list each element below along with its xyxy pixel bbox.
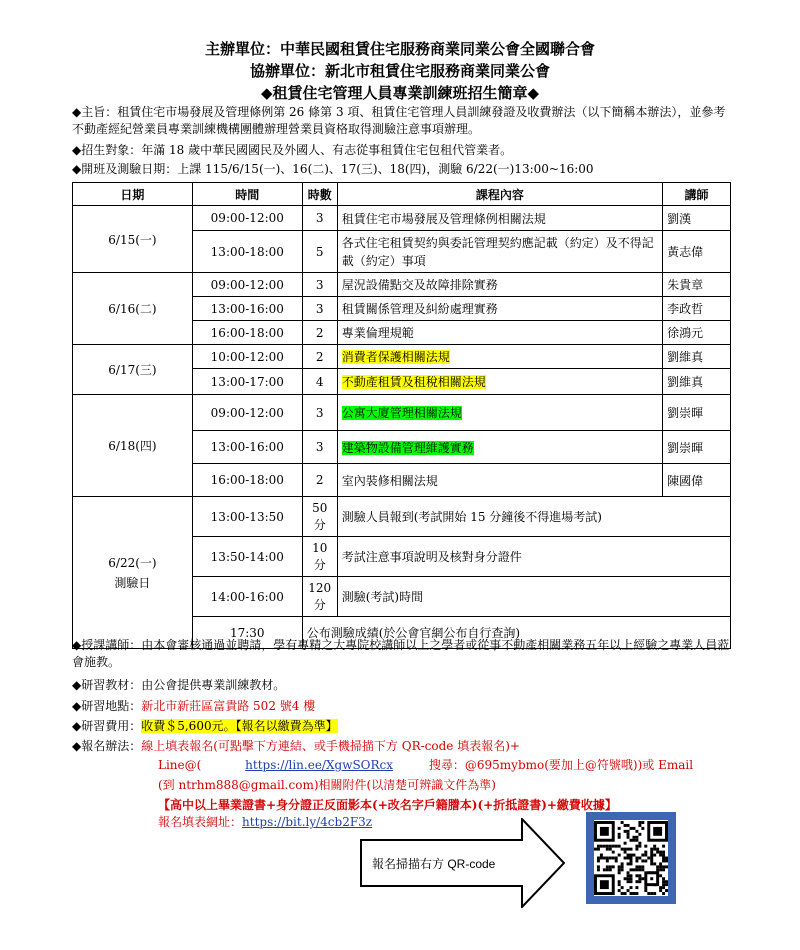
header-date: 日期 [73,183,193,206]
hours-cell: 3 [302,206,337,231]
teacher-cell: 黃志偉 [663,231,731,273]
arrow-text: 報名掃描右方 QR-code [372,857,496,871]
teacher-cell: 劉維真 [663,369,731,395]
dates-text: ◆開班及測驗日期：上課 115/6/15(一)、16(二)、17(三)、18(四)，測驗 6/22(一)13:00~16:00 [72,162,594,176]
signup-url-label: 報名填表網址： [158,815,243,829]
fee-label: ◆研習費用： [72,719,142,733]
time-cell: 09:00-12:00 [192,273,302,297]
header-teacher: 講師 [663,183,731,206]
signup-line-1 [72,737,520,754]
teacher-cell: 朱貴章 [663,273,731,297]
course-cell: 測驗(考試)時間 [337,577,730,617]
fee-line [72,717,338,734]
hours-cell: 3 [302,297,337,321]
hours-cell: 120 分 [302,577,337,617]
schedule-table [72,182,731,649]
course-cell: 租賃住宅市場發展及管理條例相關法規 [337,206,662,231]
highlighted-course: 建築物設備管理維護實務 [341,440,474,455]
teacher-cell: 劉崇暉 [663,395,731,431]
teacher-cell: 徐鴻元 [663,321,731,345]
teacher-cell: 李政哲 [663,297,731,321]
time-cell: 10:00-12:00 [192,345,302,369]
time-cell: 13:00-18:00 [192,231,302,273]
time-cell: 13:50-14:00 [192,537,302,577]
line-prefix: Line@( [158,758,202,772]
highlighted-course: 消費者保護相關法規 [341,350,450,364]
exam-day-label: 測驗日 [114,575,151,590]
time-cell: 13:00-16:00 [192,297,302,321]
document-title: ◆租賃住宅管理人員專業訓練班招生簡章◆ [260,84,540,102]
course-cell [337,369,662,395]
materials-text: ◆研習教材：由公會提供專業訓練教材。 [72,678,286,692]
course-cell: 專業倫理規範 [337,321,662,345]
teacher-cell: 陳國偉 [663,464,731,497]
course-cell: 室內裝修相關法規 [337,464,662,497]
course-cell [337,395,662,431]
hours-cell: 3 [302,431,337,464]
instructors-text: ◆授課講師：由本會審核通過並聘請，學有專精之大專院校講師以上之學者或從事不動產相關業務五年以上經驗之專業人員蒞會施教。 [72,638,730,669]
signup-required-docs: 【高中以上畢業證書+身分證正反面影本(+改名字戶籍謄本)(+折抵證書)+繳費收據】 [158,798,617,812]
signup-line-2 [158,756,693,773]
table-row [73,345,731,369]
course-cell [337,345,662,369]
course-cell: 測驗人員報到(考試開始 15 分鐘後不得進場考試) [337,497,730,537]
table-row [73,206,731,231]
hours-cell: 2 [302,345,337,369]
location-line [72,697,315,714]
hours-cell: 50 分 [302,497,337,537]
time-cell: 13:00-17:00 [192,369,302,395]
date-cell: 6/15(一) [73,206,193,273]
hours-cell: 2 [302,321,337,345]
hours-cell: 3 [302,273,337,297]
header-course: 課程內容 [337,183,662,206]
highlighted-course: 公寓大廈管理相關法規 [341,406,462,420]
course-cell: 考試注意事項說明及核對身分證件 [337,537,730,577]
table-row [73,497,731,537]
date-cell: 6/18(四) [73,395,193,497]
signup-url-line [158,813,372,830]
highlighted-course: 不動產租賃及租稅相關法規 [341,375,486,389]
time-cell: 16:00-18:00 [192,321,302,345]
time-cell: 13:00-13:50 [192,497,302,537]
location-value: 新北市新莊區富貴路 502 號4 樓 [141,699,316,713]
time-cell: 16:00-18:00 [192,464,302,497]
header-hours: 時數 [302,183,337,206]
signup-url-link[interactable]: https://bit.ly/4cb2F3z [242,815,373,829]
table-header-row [73,183,731,206]
teacher-cell: 劉維真 [663,345,731,369]
line-link[interactable]: https://lin.ee/XgwSORcx [245,758,394,772]
signup-line-3: (到 ntrhm888@gmail.com)相關附件(以清楚可辨識文件為準) [158,778,496,792]
course-cell: 租賃關係管理及糾紛處理實務 [337,297,662,321]
table-row [73,273,731,297]
signup-label: ◆報名辦法： [72,739,142,753]
hours-cell: 3 [302,395,337,431]
hours-cell: 4 [302,369,337,395]
time-cell: 09:00-12:00 [192,395,302,431]
course-cell: 屋況設備點交及故障排除實務 [337,273,662,297]
table-row [73,395,731,431]
fee-value: 收費＄5,600元。【報名以繳費為準】 [141,719,338,733]
teacher-cell: 劉崇暉 [663,431,731,464]
time-cell: 17:30 [192,617,302,649]
arrow-right-icon [360,818,565,908]
purpose-text: ◆主旨：租賃住宅市場發展及管理條例第 26 條第 3 項、租賃住宅管理人員訓練發證及收費辦法（以下簡稱本辦法），並參考不動產經紀營業員專業訓練機構團體辦理營業員資格取得測驗注意事項辦理。 [72,105,726,136]
target-text: ◆招生對象：年滿 18 歲中華民國國民及外國人、有志從事租賃住宅包租代管業者。 [72,143,513,157]
time-cell: 09:00-12:00 [192,206,302,231]
organizer-line: 主辦單位：中華民國租賃住宅服務商業同業公會全國聯合會 [204,40,595,58]
time-cell: 13:00-16:00 [192,431,302,464]
course-cell: 公布測驗成績(於公會官網公布自行查詢) [302,617,730,649]
co-organizer-line: 協辦單位：新北市租賃住宅服務商業同業公會 [249,62,550,80]
hours-cell: 10 分 [302,537,337,577]
qr-code-icon[interactable] [594,820,668,896]
date-cell [73,497,193,649]
hours-cell: 2 [302,464,337,497]
hours-cell: 5 [302,231,337,273]
location-label: ◆研習地點： [72,699,142,713]
time-cell: 14:00-16:00 [192,577,302,617]
line-search-text: 搜尋：@695mybmo(要加上@符號哦))或 Email [428,758,694,772]
date-cell: 6/16(二) [73,273,193,345]
qr-code-frame [586,812,676,904]
date-cell: 6/17(三) [73,345,193,395]
course-cell [337,431,662,464]
exam-date: 6/22(一) [108,555,157,570]
signup-method-text: 線上填表報名(可點擊下方連結、或手機掃描下方 QR-code 填表報名)+ [141,739,520,753]
header-time: 時間 [192,183,302,206]
teacher-cell: 劉漢 [663,206,731,231]
course-cell: 各式住宅租賃契約與委託管理契約應記載（約定）及不得記載（約定）事項 [337,231,662,273]
